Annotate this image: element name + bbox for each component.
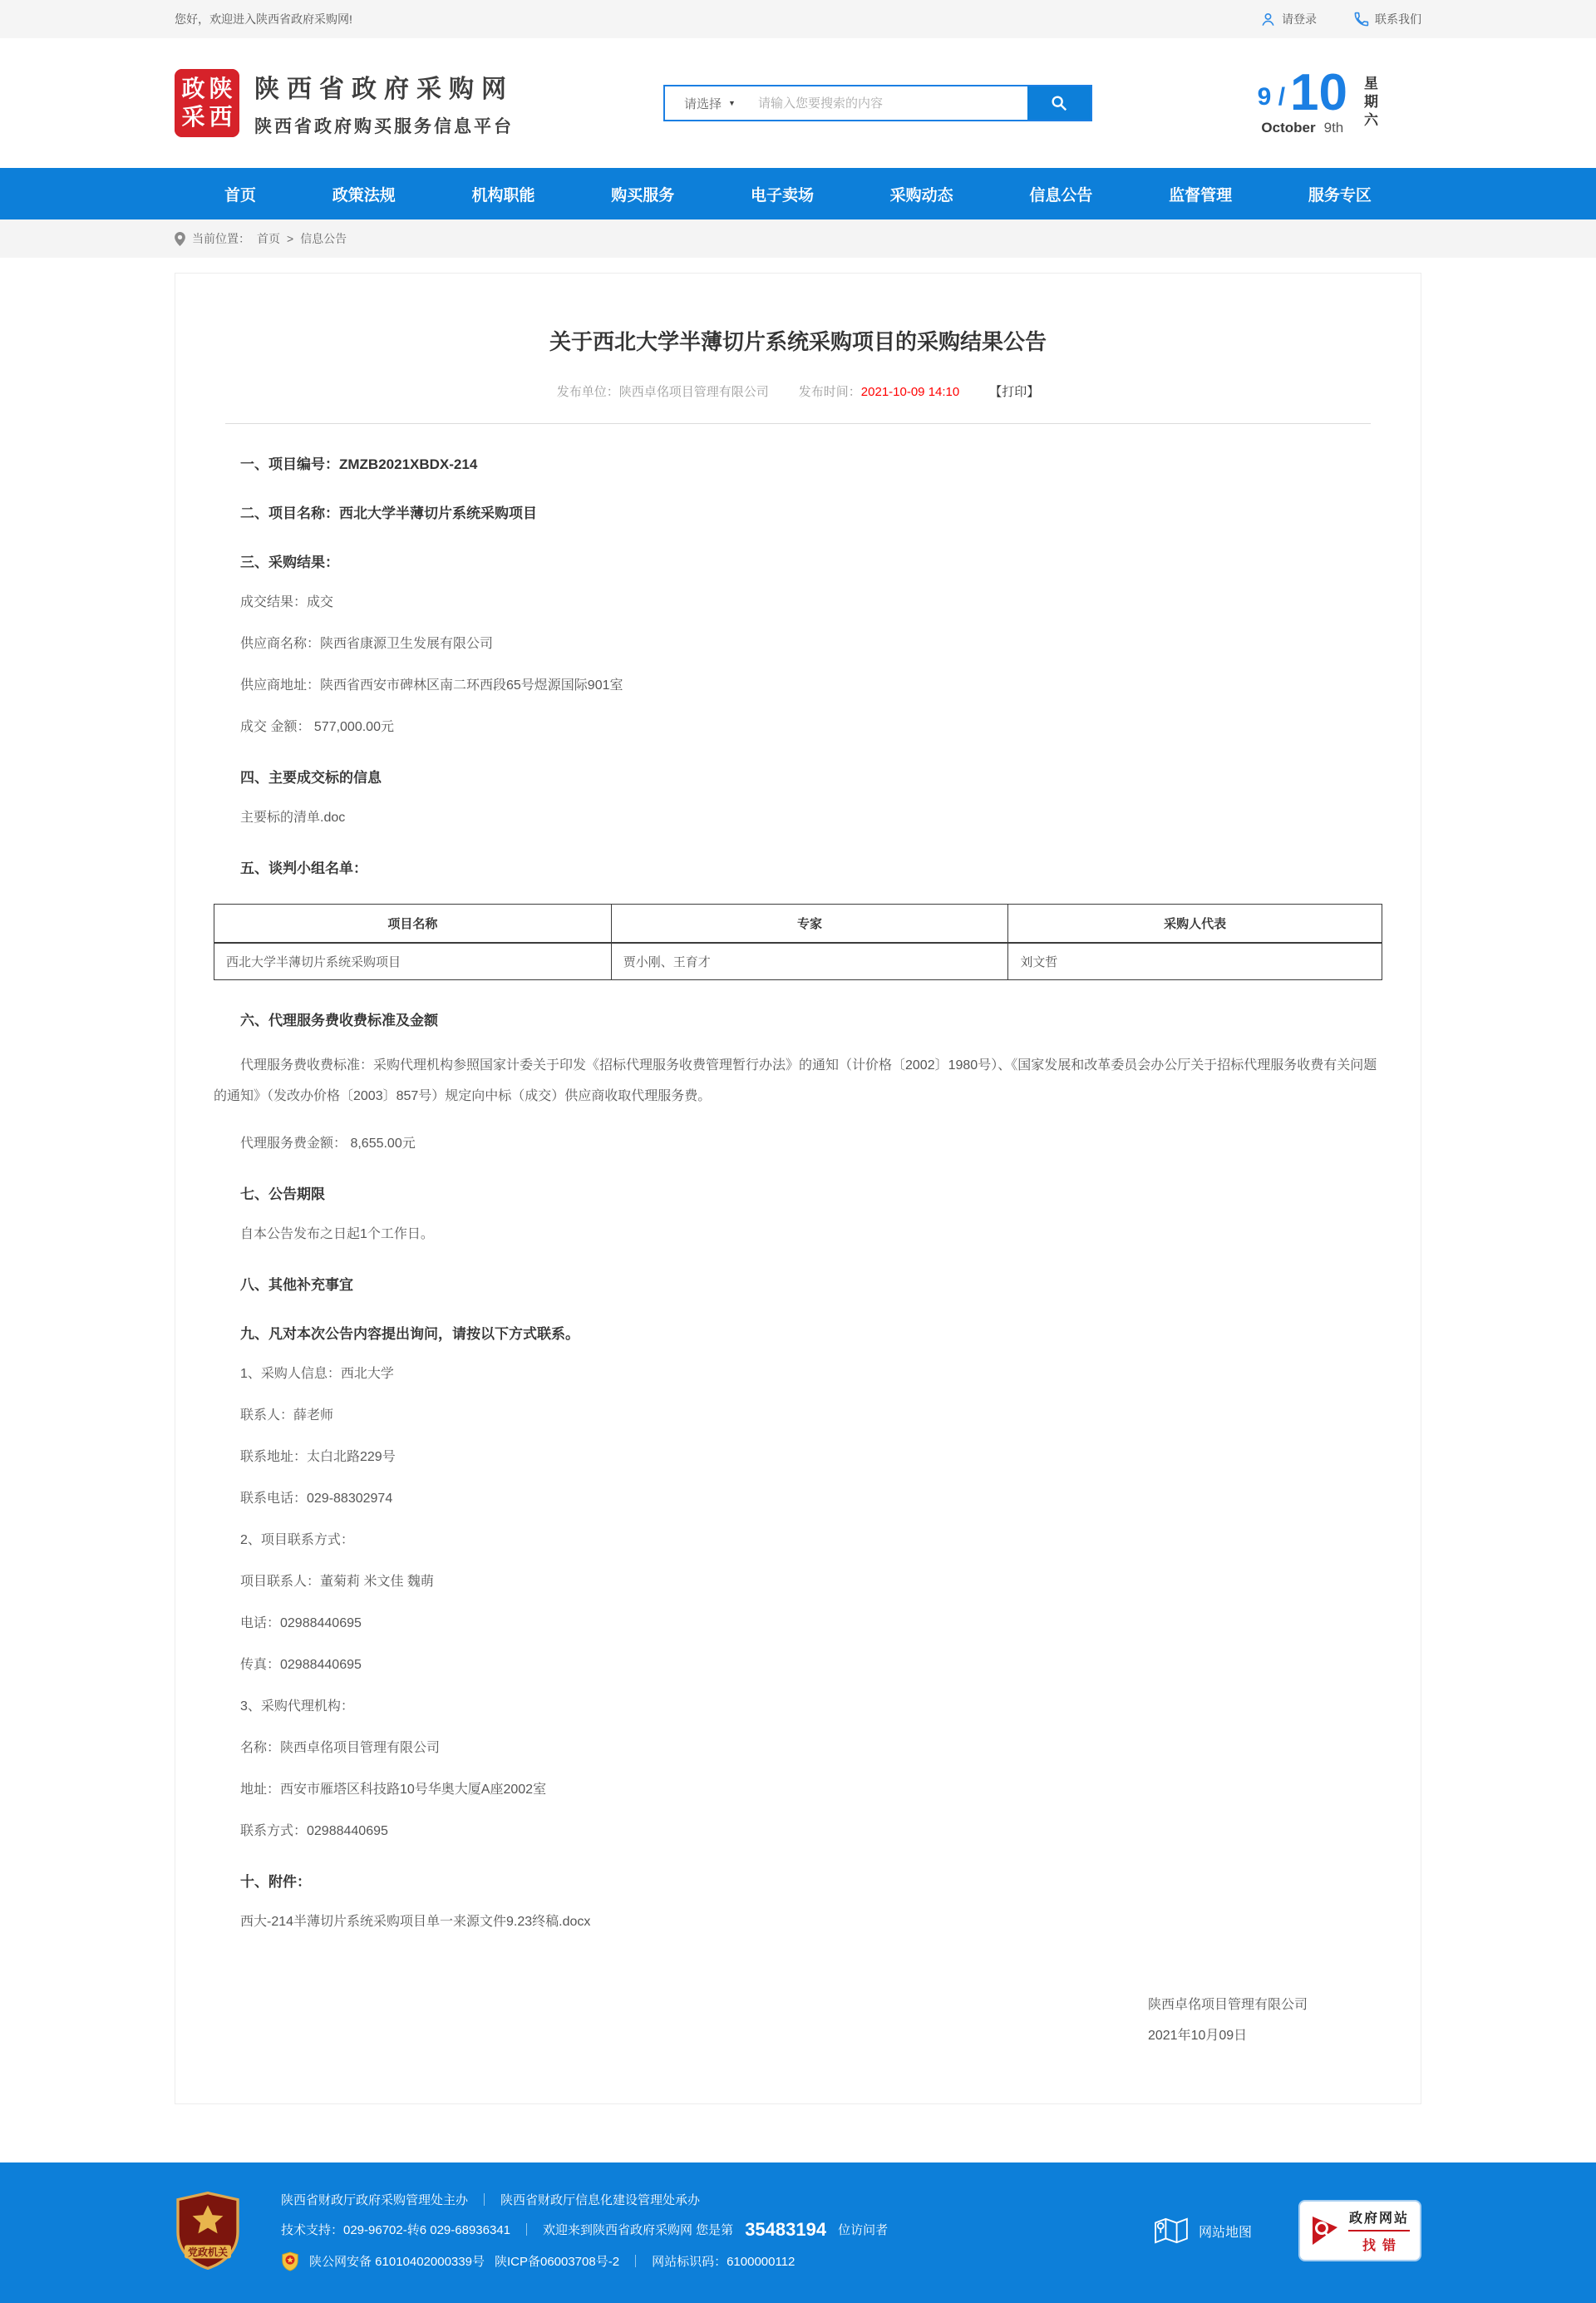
- site-identification-code: 网站标识码：6100000112: [652, 2255, 796, 2270]
- phone-icon: [1353, 12, 1369, 27]
- table-row: [214, 943, 1382, 980]
- topbar: [0, 0, 1596, 38]
- section-6-heading: 六、代理服务费收费标准及金额: [240, 1013, 438, 1028]
- main-nav: [0, 168, 1596, 219]
- party-gov-shield-icon: [175, 2192, 241, 2270]
- error-badge-divider: [1348, 2230, 1410, 2231]
- nav-item-procurement-news[interactable]: 采购动态: [889, 186, 953, 205]
- gov-site-error-badge[interactable]: [1298, 2200, 1421, 2261]
- site-title: 陕西省政府采购网: [254, 76, 514, 103]
- nav-item-service-zone[interactable]: 服务专区: [1308, 186, 1372, 205]
- attachment-link[interactable]: 西大-214半薄切片系统采购项目单一来源文件9.23终稿.docx: [240, 1914, 591, 1929]
- cell-purchaser-rep: 刘文哲: [1008, 943, 1382, 980]
- agency-name: 名称：陕西卓佲项目管理有限公司: [240, 1740, 441, 1755]
- footer-support: 技术支持：029-96702-转6 029-68936341: [281, 2223, 510, 2238]
- sitemap-link[interactable]: [1154, 2217, 1252, 2245]
- section-3-heading: 三、采购结果：: [240, 555, 339, 570]
- article-body: [214, 452, 1382, 2044]
- nav-item-emall[interactable]: 电子卖场: [750, 186, 814, 205]
- announcement-period: 自本公告发布之日起1个工作日。: [240, 1226, 434, 1241]
- cell-project-name: 西北大学半薄切片系统采购项目: [214, 943, 612, 980]
- date-weekday: 星期六: [1362, 75, 1377, 131]
- article-meta: [214, 382, 1382, 400]
- map-icon: [1154, 2217, 1189, 2245]
- visitor-count: 35483194: [745, 2218, 827, 2240]
- breadcrumb-bar: [0, 219, 1596, 258]
- meta-divider: [225, 423, 1371, 424]
- page-title: 关于西北大学半薄切片系统采购项目的采购结果公告: [549, 329, 1047, 354]
- section-9-heading: 九、凡对本次公告内容提出询问，请按以下方式联系。: [240, 1325, 579, 1342]
- project-contacts: 项目联系人：董菊莉 米文佳 魏萌: [240, 1574, 434, 1589]
- icp-filing-link[interactable]: 陕ICP备06003708号-2: [494, 2255, 620, 2270]
- publish-time: 发布时间：2021-10-09 14:10: [798, 385, 960, 399]
- footer-info: [281, 2191, 888, 2271]
- nav-item-supervision[interactable]: 监督管理: [1169, 186, 1233, 205]
- agency-fee-amount: 代理服务费金额： 8,655.00元: [240, 1136, 416, 1151]
- brand-text: [254, 68, 514, 138]
- nav-item-policy[interactable]: 政策法规: [332, 186, 396, 205]
- main-subject-doc[interactable]: 主要标的清单.doc: [240, 811, 346, 825]
- section-7-heading: 七、公告期限: [240, 1186, 325, 1202]
- breadcrumb-label: 当前位置：: [192, 232, 250, 245]
- seal-char: 西: [209, 104, 233, 130]
- footer-separator: ｜: [478, 2192, 491, 2207]
- agency-phone: 联系方式：02988440695: [240, 1823, 388, 1838]
- contact-link[interactable]: [1353, 11, 1421, 27]
- gov-site-error-text: [1348, 2207, 1410, 2254]
- signature-company: 陕西卓佲项目管理有限公司: [1147, 1997, 1308, 2012]
- search-input[interactable]: [755, 86, 1027, 120]
- footer-separator: ｜: [629, 2255, 643, 2270]
- signature-date: 2021年10月09日: [1147, 2028, 1248, 2043]
- footer-welcome-suffix: 位访问者: [838, 2223, 889, 2238]
- chevron-down-icon: ▼: [728, 99, 736, 107]
- contact-label: 联系我们: [1375, 12, 1421, 26]
- nav-item-functions[interactable]: 机构职能: [471, 186, 535, 205]
- signature-block: [1148, 1994, 1308, 2044]
- date-day-en: 9th: [1323, 119, 1344, 136]
- site-subtitle: 陕西省政府购买服务信息平台: [254, 117, 514, 136]
- location-pin-icon: [175, 232, 185, 246]
- search-icon: [1050, 94, 1068, 112]
- deal-amount: 成交 金额： 577,000.00元: [240, 720, 394, 734]
- section-8-heading: 八、其他补充事宜: [240, 1276, 353, 1293]
- project-fax: 传真：02988440695: [240, 1657, 362, 1672]
- supplier-name: 供应商名称：陕西省康源卫生发展有限公司: [240, 637, 494, 651]
- project-contact-heading: 2、项目联系方式：: [240, 1532, 354, 1547]
- footer: [0, 2162, 1596, 2303]
- seal-char: 政: [181, 76, 205, 101]
- table-header-row: [214, 905, 1382, 944]
- error-badge-title: 政府网站: [1348, 2212, 1409, 2227]
- deal-result: 成交结果：成交: [240, 595, 334, 609]
- main-content: [0, 258, 1596, 2104]
- supplier-address: 供应商地址：陕西省西安市碑林区南二环西段65号煜源国际901室: [240, 678, 623, 693]
- search-button[interactable]: [1027, 86, 1091, 120]
- search-category-select[interactable]: [665, 86, 755, 120]
- breadcrumb-home-link[interactable]: 首页: [257, 232, 280, 245]
- seal-char: 采: [181, 104, 205, 130]
- welcome-text: 您好，欢迎进入陕西省政府采购网!: [175, 12, 352, 26]
- footer-line-support: [281, 2219, 888, 2241]
- breadcrumb: [175, 219, 1421, 258]
- brand-seal-icon: [175, 69, 239, 137]
- date-display: [1257, 64, 1421, 136]
- purchaser-contact: 联系人：薛老师: [240, 1408, 334, 1423]
- footer-welcome: 欢迎来到陕西省政府采购网 您是第: [543, 2223, 734, 2238]
- publisher: 发布单位：陕西卓佲项目管理有限公司: [556, 385, 769, 399]
- agency-fee-standard: 代理服务费收费标准：采购代理机构参照国家计委关于印发《招标代理服务收费管理暂行办法》的通知（计价格〔2002〕1980号）、《国家发展和改革委员会办公厅关于招标代理服务收费有关问题的通知》（发改办价格〔2003〕857号）规定向中标（成交）供应商收取代理服务费。: [214, 1058, 1377, 1103]
- section-1-heading: 一、项目编号：ZMZB2021XBDX-214: [240, 456, 478, 472]
- shield-label: 党政机关: [187, 2246, 229, 2259]
- footer-line-registration: [281, 2251, 888, 2271]
- section-4-heading: 四、主要成交标的信息: [240, 770, 382, 786]
- date-day: 10: [1290, 64, 1347, 122]
- security-filing-link[interactable]: 陕公网安备 61010402000339号: [309, 2255, 485, 2270]
- agency-heading: 3、采购代理机构：: [240, 1699, 354, 1714]
- login-label: 请登录: [1282, 12, 1317, 26]
- date-month-en: October: [1261, 119, 1316, 136]
- nav-item-announcements[interactable]: 信息公告: [1029, 186, 1093, 205]
- nav-item-home[interactable]: 首页: [224, 186, 257, 205]
- footer-separator: ｜: [520, 2223, 534, 2238]
- search-box: [663, 85, 1092, 121]
- footer-right: [1154, 2200, 1421, 2261]
- purchaser-contact-phone: 联系电话：029-88302974: [240, 1491, 393, 1506]
- footer-organizer: 陕西省财政厅政府采购管理处主办: [281, 2192, 469, 2207]
- publish-time-value: 2021-10-09 14:10: [860, 385, 960, 399]
- site-logo[interactable]: [175, 68, 514, 138]
- col-purchaser-rep: 采购人代表: [1008, 905, 1382, 944]
- footer-undertaker: 陕西省财政厅信息化建设管理处承办: [500, 2192, 701, 2207]
- col-experts: 专家: [611, 905, 1008, 944]
- error-badge-action: 找错: [1362, 2239, 1402, 2254]
- breadcrumb-separator: >: [287, 232, 294, 245]
- gov-site-error-icon: [1310, 2214, 1340, 2247]
- purchaser-contact-address: 联系地址：太白北路229号: [240, 1449, 396, 1464]
- section-5-heading: 五、谈判小组名单：: [240, 861, 367, 876]
- project-phone: 电话：02988440695: [240, 1615, 362, 1630]
- section-10-heading: 十、附件：: [240, 1873, 311, 1890]
- seal-char: 陕: [209, 76, 233, 101]
- agency-address: 地址：西安市雁塔区科技路10号华奥大厦A座2002室: [240, 1782, 547, 1797]
- negotiation-group-table: [214, 904, 1382, 980]
- date-month: 9 /: [1257, 82, 1286, 111]
- sitemap-label: 网站地图: [1198, 2225, 1252, 2240]
- footer-line-organizers: [281, 2191, 888, 2208]
- breadcrumb-current: 信息公告: [300, 232, 347, 245]
- purchaser-info: 1、采购人信息：西北大学: [240, 1366, 394, 1381]
- nav-item-purchase-service[interactable]: 购买服务: [611, 186, 675, 205]
- date-main: [1257, 64, 1347, 136]
- user-icon: [1260, 12, 1276, 27]
- login-link[interactable]: [1260, 11, 1317, 27]
- col-project-name: 项目名称: [214, 905, 612, 944]
- topbar-actions: [1260, 11, 1421, 27]
- cell-experts: 贾小刚、王育才: [611, 943, 1008, 980]
- section-2-heading: 二、项目名称：西北大学半薄切片系统采购项目: [240, 505, 537, 521]
- article-card: [175, 273, 1421, 2104]
- police-badge-icon: [281, 2251, 299, 2271]
- search-select-value: 请选择: [684, 96, 722, 111]
- site-header: [0, 38, 1596, 168]
- print-button[interactable]: 【打印】: [989, 385, 1040, 399]
